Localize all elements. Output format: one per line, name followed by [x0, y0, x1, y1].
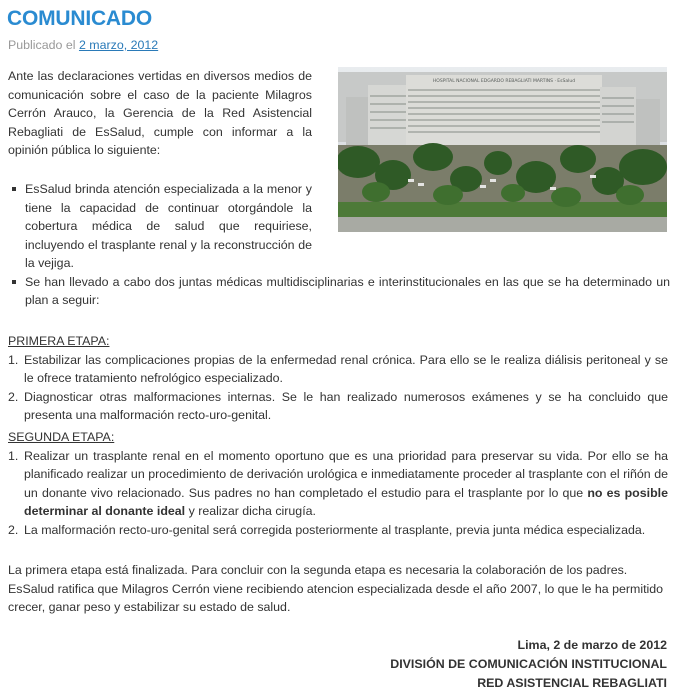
closing-paragraph: La primera etapa está finalizada. Para concluir con la segunda etapa es necesaria la colaboración de los padres. EsSalud ratifica que Milagros Cerrón viene recibiendo atencion especializada desde el año 2007, lo que le ha permitido crecer, ganar peso y estabilizar su estado de salud.	[8, 563, 664, 614]
signature-network: RED ASISTENCIAL REBAGLIATI	[477, 676, 667, 690]
stage-two-heading: SEGUNDA ETAPA:	[8, 430, 115, 444]
item-number: 1.	[8, 352, 19, 367]
signature-date: Lima, 2 de marzo de 2012	[517, 638, 667, 652]
stage-one-item	[8, 388, 668, 425]
page-title: COMUNICADO	[7, 7, 152, 30]
stage-two-item	[8, 521, 668, 540]
bullet-list	[8, 180, 670, 310]
published-date-link[interactable]: 2 marzo, 2012	[78, 38, 159, 52]
item-text-tail: y realizar dicha cirugía.	[185, 504, 316, 518]
item-number: 2.	[8, 389, 19, 404]
stage-one	[8, 332, 668, 425]
intro-paragraph: Ante las declaraciones vertidas en diversos medios de comunicación sobre el caso de la paciente Milagros Cerrón Arauco, la Gerencia de la Red Asistencial Rebagliati de EsSalud, cumple con informar a la opinión pública lo siguiente:	[8, 69, 312, 157]
bullet-item: EsSalud brinda atención especializada a la menor y tiene la capacidad de continuar otorgándole la cobertura médica de salud que requiriese, incluyendo el trasplante renal y la reconstrucción de la vejiga.	[8, 180, 312, 273]
bullet-item: Se han llevado a cabo dos juntas médicas multidisciplinarias e interinstitucionales en las que se ha determinado un plan a seguir:	[8, 273, 670, 310]
item-bold-text: no es posible determinar al donante ideal	[24, 485, 668, 518]
publication-info	[8, 36, 158, 54]
stage-two	[8, 428, 668, 539]
published-prefix: Publicado el	[8, 38, 76, 52]
item-text: Realizar un trasplante renal en el momento oportuno que es una prioridad para preservar su vida. Por ello se ha planificado realizar un procedimiento de derivación urológica e inmediatamente proceder al trasplante con el riñón de un donante vivo relacionado. Sus padres no han completado el estudio para el trasplante por lo que	[24, 448, 668, 500]
signature-block	[390, 636, 667, 693]
stage-one-item	[8, 351, 668, 388]
item-number: 2.	[8, 522, 19, 537]
signature-division: DIVISIÓN DE COMUNICACIÓN INSTITUCIONAL	[390, 657, 667, 671]
hospital-sign: HOSPITAL NACIONAL EDGARDO REBAGLIATI MARTINS · EsSalud	[432, 79, 576, 84]
item-text: La malformación recto-uro-genital será corregida posteriormente al trasplante, previa junta médica especializada.	[24, 522, 646, 537]
stage-one-heading: PRIMERA ETAPA:	[8, 334, 110, 348]
item-text: Estabilizar las complicaciones propias de la enfermedad renal crónica. Para ello se le realiza diálisis peritoneal y se le ofrece tratamiento nefrológico especializado.	[24, 352, 668, 385]
item-text: Diagnosticar otras malformaciones internas. Se le han realizado numerosos exámenes y se ha concluido que presenta una malformación recto-uro-genital.	[24, 389, 668, 422]
item-number: 1.	[8, 448, 19, 463]
stage-two-item	[8, 447, 668, 521]
